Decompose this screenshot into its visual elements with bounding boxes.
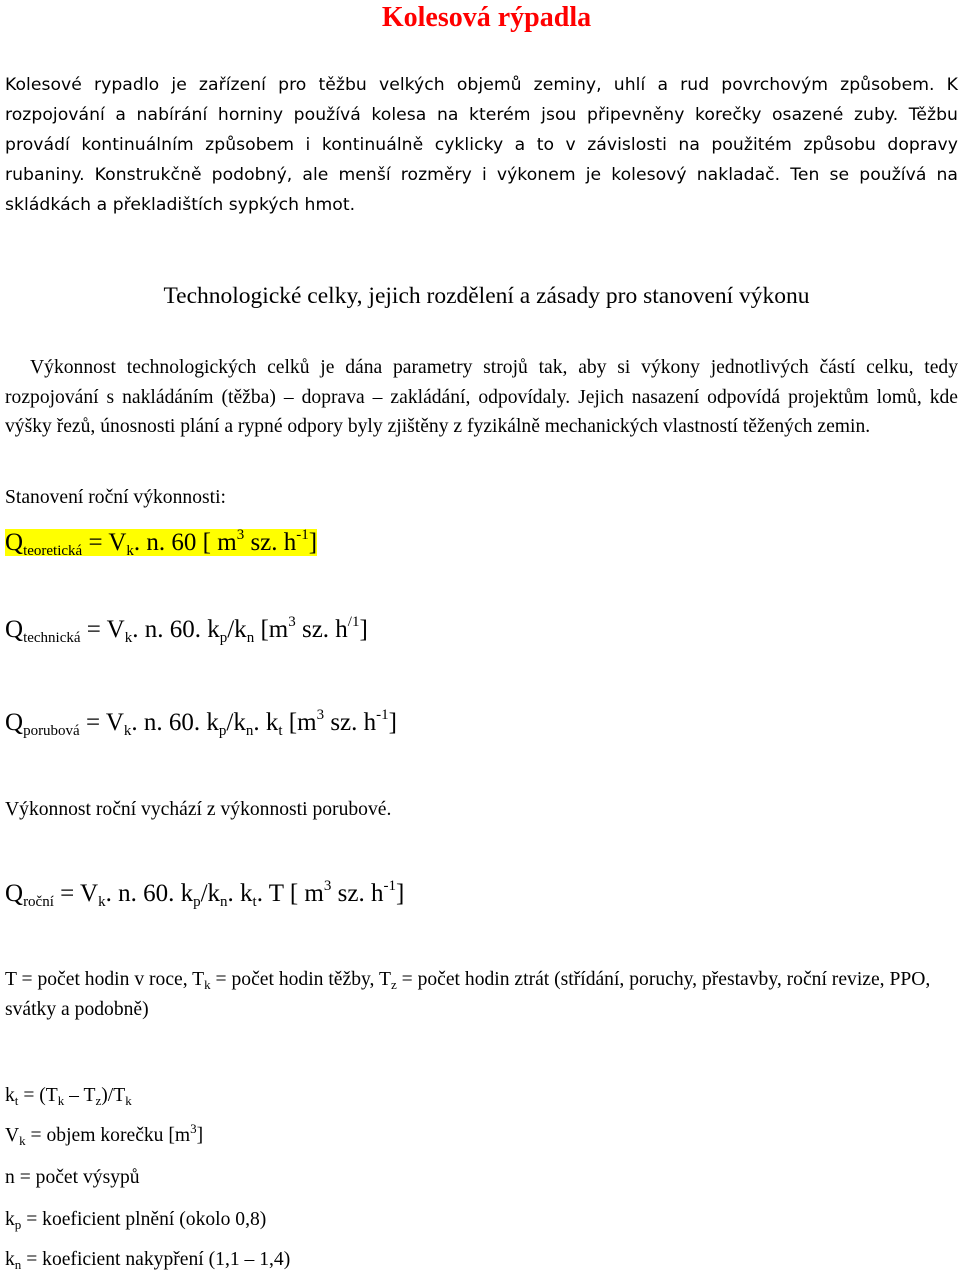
page-title: Kolesová rýpadla [381,2,592,33]
annual-from-face-note: Výkonnost roční vychází z výkonnosti porubové. [5,799,392,820]
formula-face: $Q_{porubová} = V_k$. n. 60. $k_p/k_n$. $k_t$ [$m^3$ sz. $h^{-1}$] [5,707,397,739]
annual-performance-label: Stanovení roční výkonnosti: [5,487,226,508]
var-kt: $k_t = (T_k - T_z)/T_k$ [5,1085,132,1108]
var-kp: $k_p$ = koeficient plnění (okolo 0,8) [5,1209,267,1232]
formula-technical: $Q_{technická} = V_k$. n. 60. $k_p/k_n$ [$m^3$ sz. $h^{/1}$] [5,614,368,646]
formula-theoretical: $Q_{teoretická} = V_k$. n. 60 [ $m^3$ sz. $h^{-1}$] [5,527,318,559]
var-vk: $V_k$ = objem korečku $[m^3]$ [5,1121,204,1148]
performance-paragraph: Výkonnost technologických celků je dána parametry strojů tak, aby si výkony jednotlivých částí celku, tedy rozpojování s nakládáním (těžba) – doprava – zakládání, odpovídaly. Jejich nasazení odpovídá projektům lomů, kde výšky řezů, únosnosti plání a rypné odpory byly zjištěny z fyzikálně mechanických vlastností těžených zemin. [5,357,958,437]
section-heading: Technologické celky, jejich rozdělení a zásady pro stanovení výkonu [163,283,810,309]
var-kn: $k_n$ = koeficient nakypření (1,1 – 1,4) [5,1249,291,1272]
formula-annual: $Q_{roční} = V_k$. n. 60. $k_p/k_n$. $k_t$. T [ $m^3$ sz. $h^{-1}$] [5,878,405,910]
var-n: n = počet výsypů [5,1167,140,1188]
intro-paragraph: Kolesové rypadlo je zařízení pro těžbu velkých objemů zeminy, uhlí a rud povrchovým způsobem. K rozpojování a nabírání horniny používá kolesa na kterém jsou připevněny korečky osazené zuby. Těžbu provádí kontinuálním způsobem i kontinuálně cyklicky a to v závislosti na použitém způsobu dopravy rubaniny. Konstrukčně podobný, ale menší rozměry i výkonem je kolesový nakladač. Ten se používá na skládkách a překladištích sypkých hmot. [5,75,958,215]
time-definitions: T = počet hodin v roce, $T_k$ = počet hodin těžby, $T_z$ = počet hodin ztrát (střídání, poruchy, přestavby, roční revize, PPO, svátky a podobně) [5,969,931,1020]
